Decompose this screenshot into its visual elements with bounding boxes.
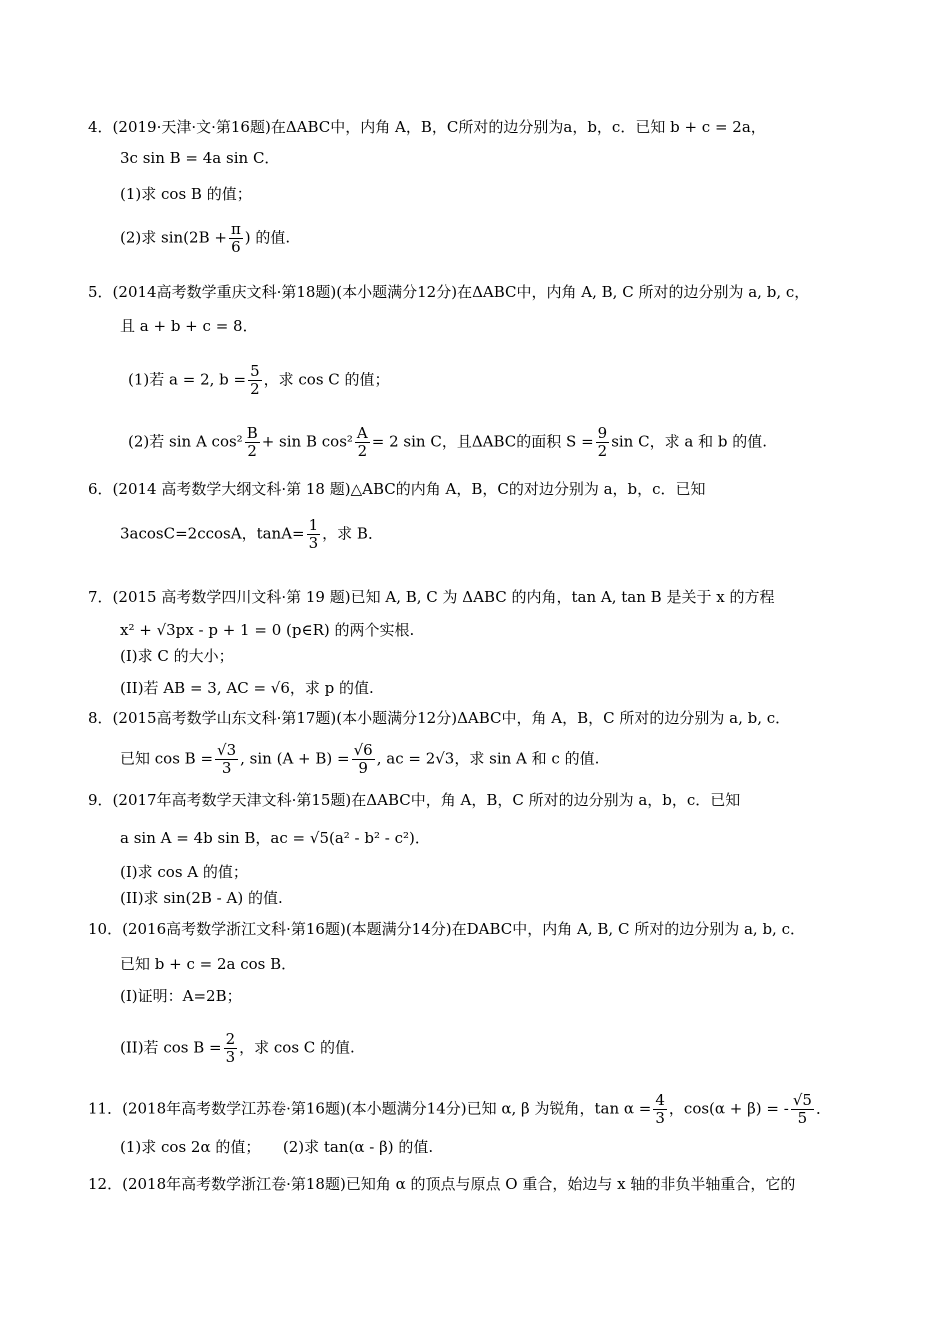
fraction: $\frac{4}{3}$ bbox=[655, 1091, 665, 1127]
problem-12-label: 12．(2018年高考数学浙江卷·第18题) bbox=[88, 1175, 346, 1193]
problem-9-label: 9．(2017年高考数学天津文科·第15题) bbox=[88, 791, 352, 809]
problem-11-label: 11．(2018年高考数学江苏卷·第16题)(本小题满分14分) bbox=[88, 1099, 467, 1118]
problem-10-line-1: 10．(2016高考数学浙江文科·第16题)(本题满分14分)在DABC中，内角 A, B, C 所对的边分别为 a, b, c． bbox=[88, 920, 805, 938]
problem-7-line-2: x² + √3px - p + 1 = 0 (p∈R) 的两个实根. bbox=[120, 621, 415, 639]
problem-7-part-2: (II)若 AB = 3, AC = √6，求 p 的值. bbox=[120, 679, 374, 697]
fraction: $\frac{√6}{9}$ bbox=[353, 741, 373, 777]
problem-4-text-1: 在ΔABC中，内角 A，B，C所对的边分别为a，b，c．已知 b + c = 2a， bbox=[270, 118, 766, 136]
fraction: $\frac{9}{2}$ bbox=[597, 424, 608, 460]
problem-6-line-1: 6．(2014 高考数学大纲文科·第 18 题)△ABC的内角 A，B，C的对边分别为 a，b，c．已知 bbox=[88, 480, 706, 498]
problem-7-part-1: (I)求 C 的大小； bbox=[120, 647, 234, 665]
problem-7-line-1: 7．(2015 高考数学四川文科·第 19 题)已知 A, B, C 为 ΔABC 的内角，tan A, tan B 是关于 x 的方程 bbox=[88, 588, 775, 606]
problem-6-label: 6．(2014 高考数学大纲文科·第 18 题) bbox=[88, 480, 351, 498]
problem-7-label: 7．(2015 高考数学四川文科·第 19 题) bbox=[88, 588, 351, 606]
fraction: $\frac{\pi}{6}$ bbox=[230, 220, 241, 256]
fraction: $\frac{A}{2}$ bbox=[356, 424, 368, 460]
problem-4-part-2: (2)求 sin(2B + $\frac{\pi}{6}$ ) 的值. bbox=[120, 220, 291, 256]
problem-10-part-1: (I)证明：A=2B； bbox=[120, 987, 242, 1005]
fraction: $\frac{1}{3}$ bbox=[308, 516, 319, 552]
problem-9-part-2: (II)求 sin(2B - A) 的值. bbox=[120, 889, 283, 907]
problem-9-line-1: 9．(2017年高考数学天津文科·第15题)在ΔABC中，角 A，B，C 所对的边分别为 a，b，c．已知 bbox=[88, 791, 741, 809]
problem-11-parts: (1)求 cos 2α 的值； (2)求 tan(α - β) 的值. bbox=[120, 1138, 434, 1156]
fraction: $\frac{2}{3}$ bbox=[225, 1030, 236, 1066]
problem-10-label: 10．(2016高考数学浙江文科·第16题)(本题满分14分) bbox=[88, 920, 452, 938]
problem-4-part-1: (1)求 cos B 的值； bbox=[120, 185, 252, 203]
problem-5-line-1: 5．(2014高考数学重庆文科·第18题)(本小题满分12分)在ΔABC中，内角 A, B, C 所对的边分别为 a, b, c， bbox=[88, 283, 810, 301]
problem-4-line-2: 3c sin B = 4a sin C． bbox=[120, 149, 280, 167]
fraction: $\frac{B}{2}$ bbox=[246, 424, 258, 460]
problem-5-part-2: (2)若 sin A cos² $\frac{B}{2}$ + sin B cos² $\frac{A}{2}$ = 2 sin C，且ΔABC的面积 S = $\frac{9}{2}$ sin C，求 a 和 b 的值. bbox=[128, 424, 767, 460]
problem-4-line-1 bbox=[88, 116, 866, 138]
problem-4-label: 4．(2019·天津·文·第16题) bbox=[88, 118, 271, 136]
fraction: $\frac{√5}{5}$ bbox=[792, 1091, 812, 1127]
problem-8-line-2: 已知 cos B = $\frac{√3}{3}$ , sin (A + B) = $\frac{√6}{9}$ , ac = 2√3，求 sin A 和 c 的值. bbox=[120, 741, 600, 777]
problem-9-line-2: a sin A = 4b sin B，ac = √5(a² - b² - c²)． bbox=[120, 829, 430, 847]
problem-5-label: 5．(2014高考数学重庆文科·第18题)(本小题满分12分) bbox=[88, 283, 458, 301]
fraction: $\frac{√3}{3}$ bbox=[217, 741, 237, 777]
problem-10-part-2: (II)若 cos B = $\frac{2}{3}$ ，求 cos C 的值. bbox=[120, 1030, 355, 1066]
problem-11-line-1: 11．(2018年高考数学江苏卷·第16题)(本小题满分14分)已知 α, β 为锐角，tan α = $\frac{4}{3}$ ，cos(α + β) = - $\frac{√5}{5}$ ． bbox=[88, 1091, 831, 1127]
problem-5-line-2: 且 a + b + c = 8． bbox=[120, 317, 258, 335]
problem-12-line-1: 12．(2018年高考数学浙江卷·第18题)已知角 α 的顶点与原点 O 重合，始边与 x 轴的非负半轴重合，它的 bbox=[88, 1175, 796, 1193]
problem-10-line-2: 已知 b + c = 2a cos B． bbox=[120, 955, 297, 973]
fraction: $\frac{5}{2}$ bbox=[250, 362, 260, 398]
problem-5-part-1: (1)若 a = 2, b = $\frac{5}{2}$ ，求 cos C 的值； bbox=[128, 362, 390, 398]
problem-8-label: 8．(2015高考数学山东文科·第17题)(本小题满分12分) bbox=[88, 709, 458, 727]
problem-6-line-2: 3acosC=2ccosA，tanA= $\frac{1}{3}$ ，求 B． bbox=[120, 516, 383, 552]
problem-8-line-1: 8．(2015高考数学山东文科·第17题)(本小题满分12分)ΔABC中，角 A，B，C 所对的边分别为 a, b, c． bbox=[88, 709, 791, 727]
problem-9-part-1: (I)求 cos A 的值； bbox=[120, 863, 248, 881]
